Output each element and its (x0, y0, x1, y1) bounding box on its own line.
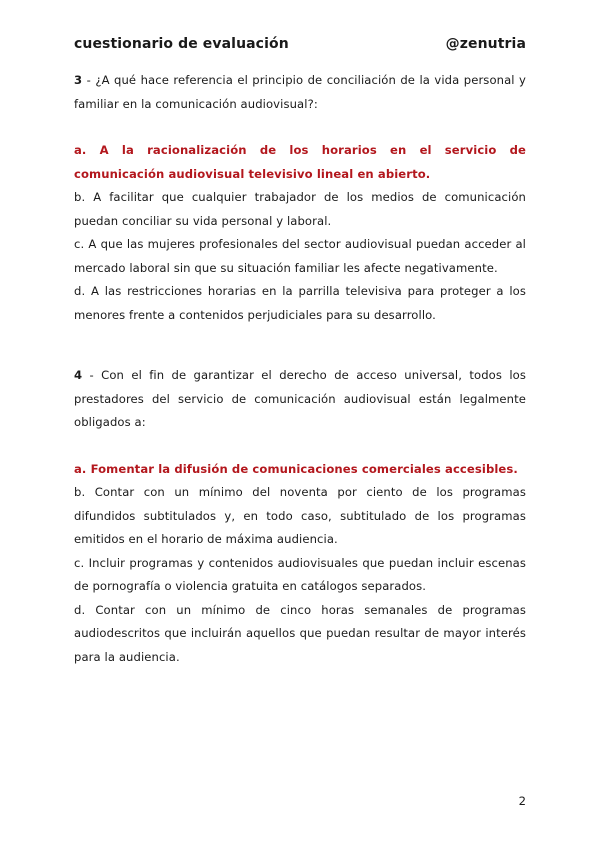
answer-option-d: d. A las restricciones horarias en la parrilla televisiva para proteger a los menores frente a contenidos perjudiciales para su desarrollo. (74, 284, 526, 322)
document-title: cuestionario de evaluación (74, 36, 289, 52)
answer-option-c: c. Incluir programas y contenidos audiovisuales que puedan incluir escenas de pornografía o violencia gratuita en catálogos separados. (74, 555, 526, 593)
answer-option-a-correct: a. A la racionalización de los horarios en el servicio de comunicación audiovisual televisivo lineal en abierto. (74, 143, 526, 181)
answer-options (74, 458, 526, 670)
question-number: 3 (74, 73, 83, 87)
question-separator: - (82, 368, 102, 382)
author-handle: @zenutria (445, 36, 526, 52)
question-text (74, 69, 526, 116)
answer-option-d: d. Contar con un mínimo de cinco horas semanales de programas audiodescritos que incluirán aquellos que puedan resultar de mayor interés para la audiencia. (74, 602, 526, 664)
answer-option-b: b. A facilitar que cualquier trabajador de los medios de comunicación puedan conciliar su vida personal y laboral. (74, 190, 526, 228)
question-block-4 (74, 364, 526, 669)
answer-options (74, 139, 526, 327)
page-number: 2 (518, 794, 526, 808)
answer-option-b: b. Contar con un mínimo del noventa por ciento de los programas difundidos subtitulados y, en todo caso, subtitulado de los programas emitidos en el horario de máxima audiencia. (74, 485, 526, 546)
question-text (74, 364, 526, 435)
answer-option-c: c. A que las mujeres profesionales del sector audiovisual puedan acceder al mercado laboral sin que su situación familiar les afecte negativamente. (74, 237, 526, 275)
answer-option-a-correct: a. Fomentar la difusión de comunicaciones comerciales accesibles. (74, 461, 518, 476)
question-number: 4 (74, 368, 83, 382)
question-body: Con el fin de garantizar el derecho de acceso universal, todos los prestadores del servicio de comunicación audiovisual están legalmente obligados a: (74, 368, 527, 429)
page-header (74, 36, 526, 52)
question-block-3 (74, 69, 526, 327)
question-body: ¿A qué hace referencia el principio de conciliación de la vida personal y familiar en la comunicación audiovisual?: (74, 73, 527, 111)
question-separator: - (82, 73, 96, 87)
